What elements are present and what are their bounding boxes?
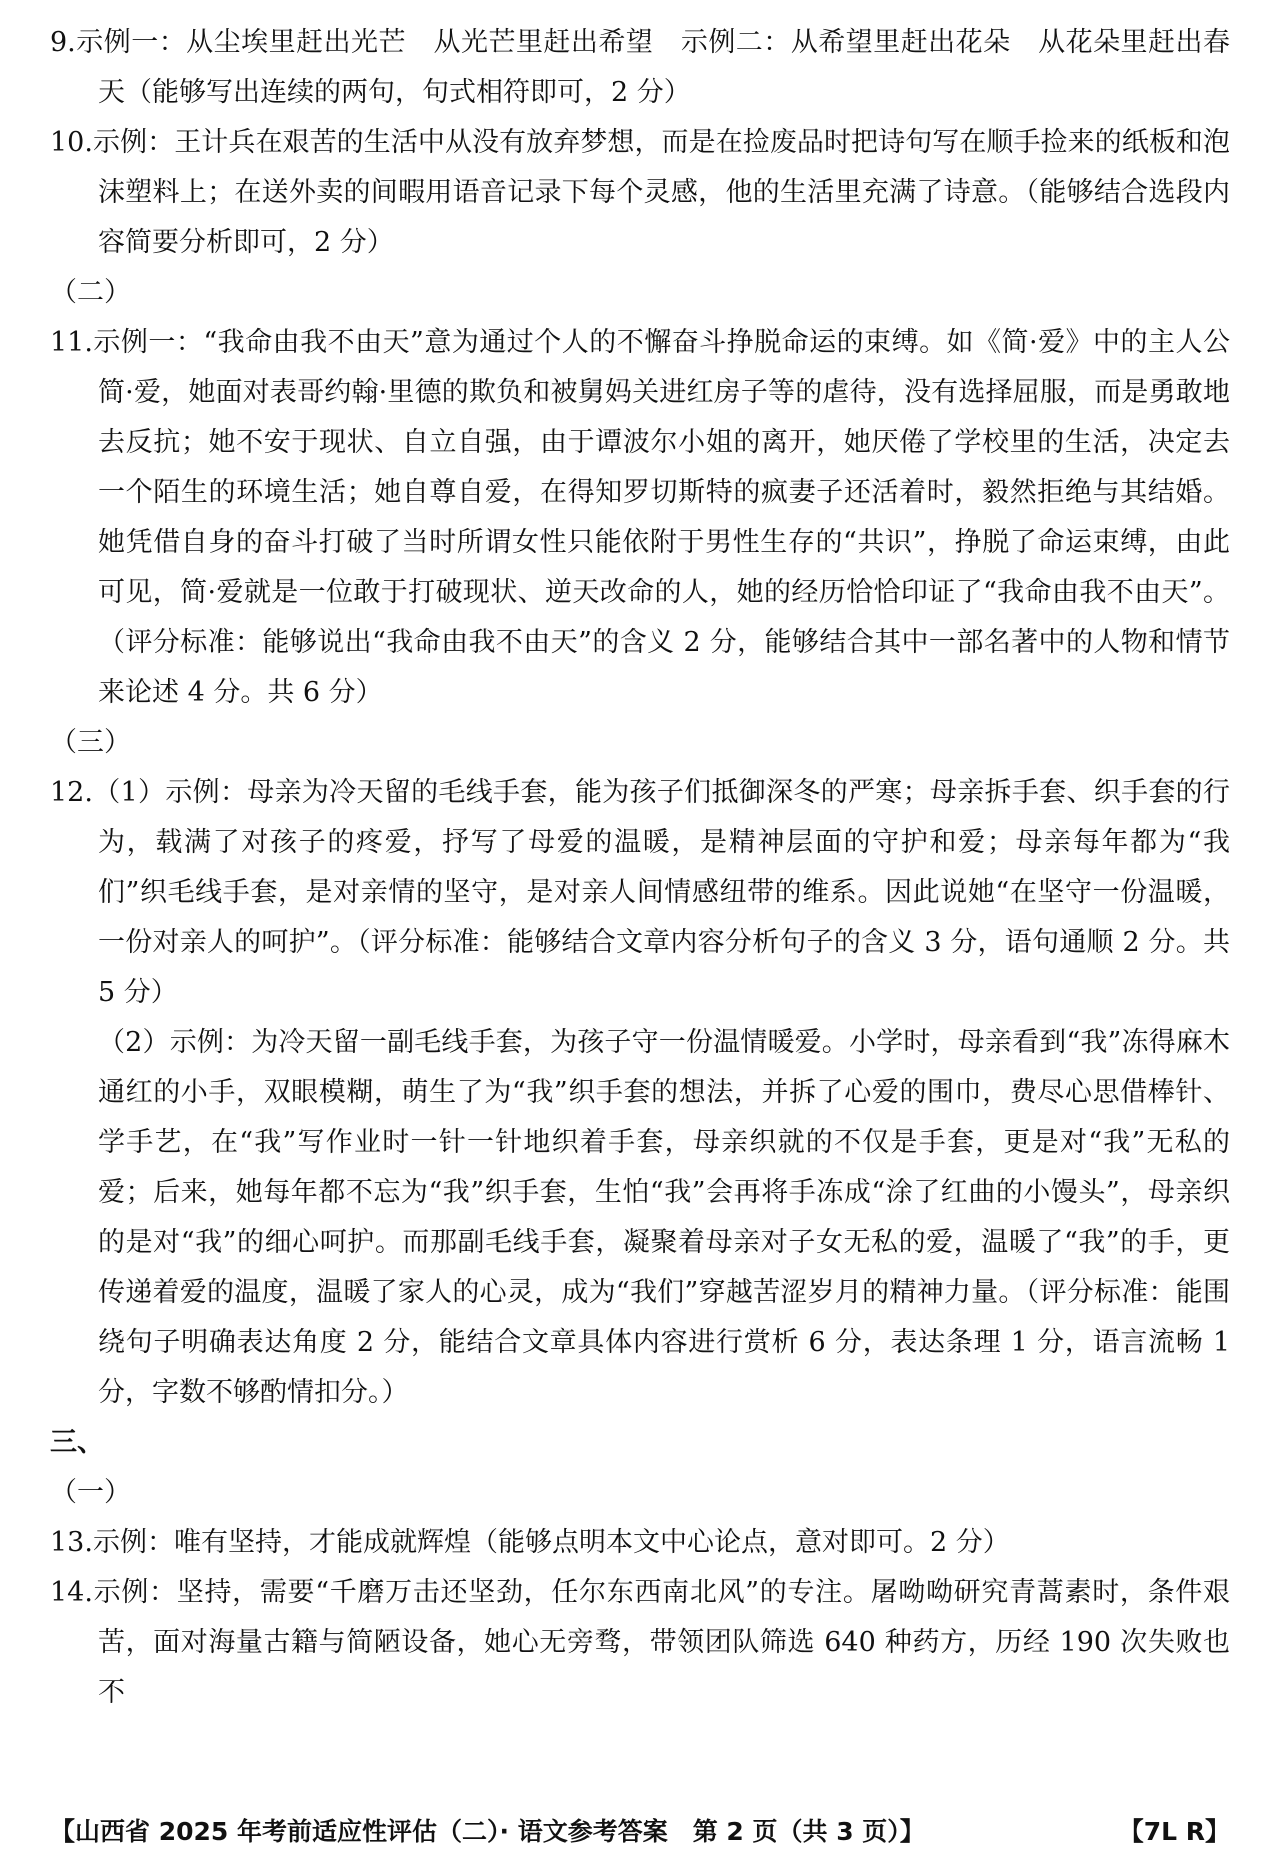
answer-paragraph: 14.示例：坚持，需要“千磨万击还坚劲，任尔东西南北风”的专注。屠呦呦研究青蒿素时，条件艰苦，面对海量古籍与简陋设备，她心无旁骛，带领团队筛选 640 种药方，历经 190 次失败也不 [50, 1577, 1230, 1708]
subsection-heading: （一） [50, 1477, 131, 1508]
subsection-heading: （三） [50, 727, 131, 758]
page-footer [50, 1812, 1230, 1848]
answer-content [50, 18, 1230, 1718]
section-heading: 三、 [50, 1427, 104, 1458]
answer-paragraph: 11.示例一：“我命由我不由天”意为通过个人的不懈奋斗挣脱命运的束缚。如《简·爱》中的主人公简·爱，她面对表哥约翰·里德的欺负和被舅妈关进红房子等的虐待，没有选择屈服，而是勇敢地去反抗；她不安于现状、自立自强，由于谭波尔小姐的离开，她厌倦了学校里的生活，决定去一个陌生的环境生活；她自尊自爱，在得知罗切斯特的疯妻子还活着时，毅然拒绝与其结婚。她凭借自身的奋斗打破了当时所谓女性只能依附于男性生存的“共识”，挣脱了命运束缚，由此可见，简·爱就是一位敢于打破现状、逆天改命的人，她的经历恰恰印证了“我命由我不由天”。（评分标准：能够说出“我命由我不由天”的含义 2 分，能够结合其中一部名著中的人物和情节来论述 4 分。共 6 分） [50, 327, 1230, 708]
answer-paragraph: 12.（1）示例：母亲为冷天留的毛线手套，能为孩子们抵御深冬的严寒；母亲拆手套、织手套的行为，载满了对孩子的疼爱，抒写了母爱的温暖，是精神层面的守护和爱；母亲每年都为“我们”织毛线手套，是对亲情的坚守，是对亲人间情感纽带的维系。因此说她“在坚守一份温暖，一份对亲人的呵护”。（评分标准：能够结合文章内容分析句子的含义 3 分，语句通顺 2 分。共 5 分） [50, 777, 1230, 1008]
footer-code: 【7L R】 [1118, 1817, 1230, 1846]
answer-paragraph: 9.示例一：从尘埃里赶出光芒 从光芒里赶出希望 示例二：从希望里赶出花朵 从花朵里赶出春天（能够写出连续的两句，句式相符即可，2 分） [50, 27, 1230, 108]
answer-subparagraph: （2）示例：为冷天留一副毛线手套，为孩子守一份温情暖爱。小学时，母亲看到“我”冻得麻木通红的小手，双眼模糊，萌生了为“我”织手套的想法，并拆了心爱的围巾，费尽心思借棒针、学手艺，在“我”写作业时一针一针地织着手套，母亲织就的不仅是手套，更是对“我”无私的爱；后来，她每年都不忘为“我”织手套，生怕“我”会再将手冻成“涂了红曲的小馒头”，母亲织的是对“我”的细心呵护。而那副毛线手套，凝聚着母亲对子女无私的爱，温暖了“我”的手，更传递着爱的温度，温暖了家人的心灵，成为“我们”穿越苦涩岁月的精神力量。（评分标准：能围绕句子明确表达角度 2 分，能结合文章具体内容进行赏析 6 分，表达条理 1 分，语言流畅 1 分，字数不够酌情扣分。） [98, 1027, 1230, 1408]
answer-paragraph: 13.示例：唯有坚持，才能成就辉煌（能够点明本文中心论点，意对即可。2 分） [50, 1527, 1010, 1558]
answer-paragraph: 10.示例：王计兵在艰苦的生活中从没有放弃梦想，而是在捡废品时把诗句写在顺手捡来的纸板和泡沫塑料上；在送外卖的间暇用语音记录下每个灵感，他的生活里充满了诗意。（能够结合选段内容简要分析即可，2 分） [50, 127, 1230, 258]
subsection-heading: （二） [50, 277, 131, 308]
footer-title: 【山西省 2025 年考前适应性评估（二）· 语文参考答案 第 2 页（共 3 页）】 [50, 1817, 925, 1846]
